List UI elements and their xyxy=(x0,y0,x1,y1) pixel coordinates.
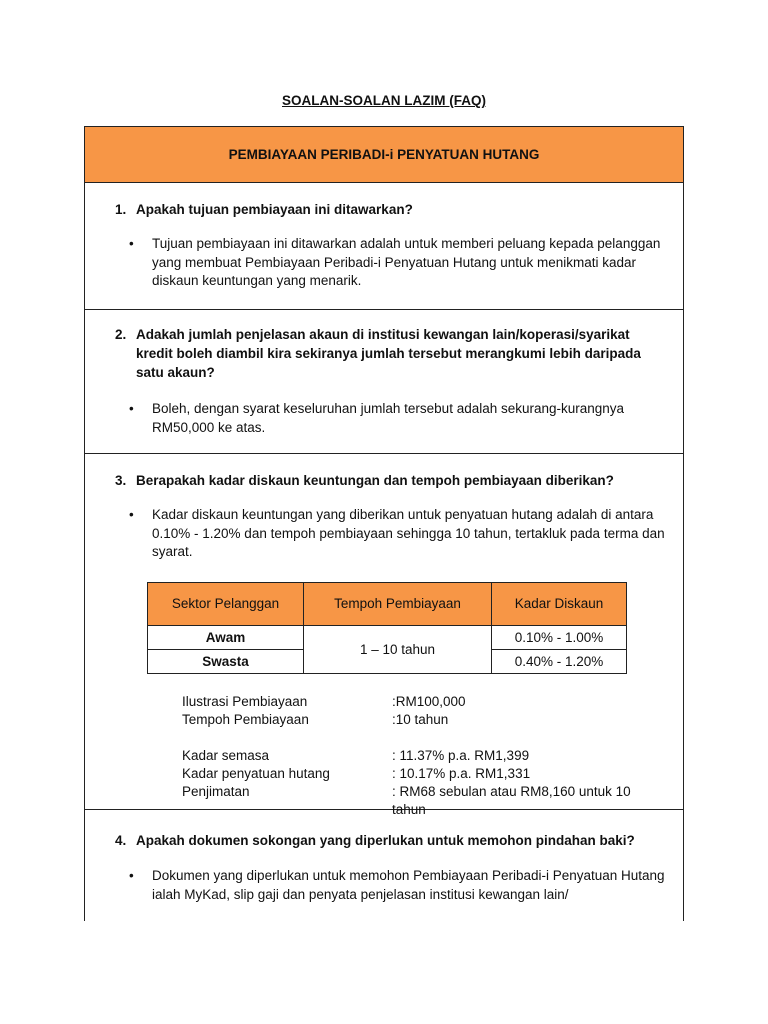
faq-item-1 xyxy=(85,183,683,310)
illustration-label: Kadar penyatuan hutang xyxy=(182,765,330,781)
answer-4 xyxy=(129,867,667,904)
question-number: 2. xyxy=(115,327,127,342)
question-text: Berapakah kadar diskaun keuntungan dan tempoh pembiayaan diberikan? xyxy=(136,473,614,488)
faq-header-title: PEMBIAYAAN PERIBADI-i PENYATUAN HUTANG xyxy=(228,147,540,162)
answer-text: Dokumen yang diperlukan untuk memohon Pembiayaan Peribadi-i Penyatuan Hutang ialah MyKad, slip gaji dan penyata penjelasan institusi kewangan lain/ xyxy=(152,868,665,902)
faq-header xyxy=(85,127,683,183)
rate-cell: 0.10% - 1.00% xyxy=(492,625,627,649)
illustration-label: Tempoh Pembiayaan xyxy=(182,711,309,727)
illustration-label: Kadar semasa xyxy=(182,747,270,763)
faq-item-2 xyxy=(85,310,683,454)
header-tempoh: Tempoh Pembiayaan xyxy=(304,582,492,625)
question-3 xyxy=(115,454,667,490)
faq-box xyxy=(84,126,684,921)
illustration-block xyxy=(182,693,667,819)
illustration-row xyxy=(182,765,667,783)
tenure-cell: 1 – 10 tahun xyxy=(304,625,492,673)
question-text: Adakah jumlah penjelasan akaun di institusi kewangan lain/koperasi/syarikat kredit boleh diambil kira sekiranya jumlah tersebut merangkumi lebih daripada satu akaun? xyxy=(136,327,641,380)
header-sektor: Sektor Pelanggan xyxy=(148,582,304,625)
bullet-icon: • xyxy=(129,401,134,416)
rates-table xyxy=(147,582,627,674)
illustration-value: : RM68 sebulan atau RM8,160 untuk 10 tahun xyxy=(392,783,631,817)
faq-item-4 xyxy=(85,810,683,904)
question-number: 1. xyxy=(115,202,127,217)
illustration-label: Penjimatan xyxy=(182,783,250,799)
sector-cell: Swasta xyxy=(148,649,304,673)
question-text: Apakah dokumen sokongan yang diperlukan untuk memohon pindahan baki? xyxy=(136,833,635,848)
question-text: Apakah tujuan pembiayaan ini ditawarkan? xyxy=(136,202,413,217)
rates-table-header xyxy=(148,582,627,625)
answer-text: Tujuan pembiayaan ini ditawarkan adalah untuk memberi peluang kepada pelanggan yang membuat Pembiayaan Peribadi-i Penyatuan Hutang untuk menikmati kadar diskaun keuntungan yang menarik. xyxy=(152,236,661,288)
illustration-value: : 11.37% p.a. RM1,399 xyxy=(392,747,530,763)
illustration-row xyxy=(182,711,667,729)
illustration-value: :RM100,000 xyxy=(392,693,466,709)
illustration-row xyxy=(182,693,667,711)
question-1 xyxy=(115,183,667,219)
question-number: 3. xyxy=(115,473,127,488)
bullet-icon: • xyxy=(129,236,134,251)
answer-2 xyxy=(129,400,667,437)
table-row xyxy=(148,625,627,649)
illustration-label: Ilustrasi Pembiayaan xyxy=(182,693,308,709)
answer-1 xyxy=(129,235,667,291)
answer-text: Kadar diskaun keuntungan yang diberikan untuk penyatuan hutang adalah di antara 0.10% - 1.20% dan tempoh pembiayaan sehingga 10 tahun, tertakluk pada terma dan syarat. xyxy=(152,507,665,559)
illustration-value: :10 tahun xyxy=(392,711,449,727)
faq-item-3 xyxy=(85,454,683,817)
answer-text: Boleh, dengan syarat keseluruhan jumlah tersebut adalah sekurang-kurangnya RM50,000 ke atas. xyxy=(152,401,625,435)
question-number: 4. xyxy=(115,833,127,848)
page-title: SOALAN-SOALAN LAZIM (FAQ) xyxy=(282,93,486,108)
question-2 xyxy=(115,310,667,382)
illustration-value: : 10.17% p.a. RM1,331 xyxy=(392,765,531,781)
rate-cell: 0.40% - 1.20% xyxy=(492,649,627,673)
header-kadar: Kadar Diskaun xyxy=(492,582,627,625)
illustration-row xyxy=(182,747,667,765)
bullet-icon: • xyxy=(129,868,134,883)
spacer xyxy=(182,729,667,747)
sector-cell: Awam xyxy=(148,625,304,649)
bullet-icon: • xyxy=(129,507,134,522)
answer-3 xyxy=(129,506,667,562)
illustration-row xyxy=(182,783,667,819)
